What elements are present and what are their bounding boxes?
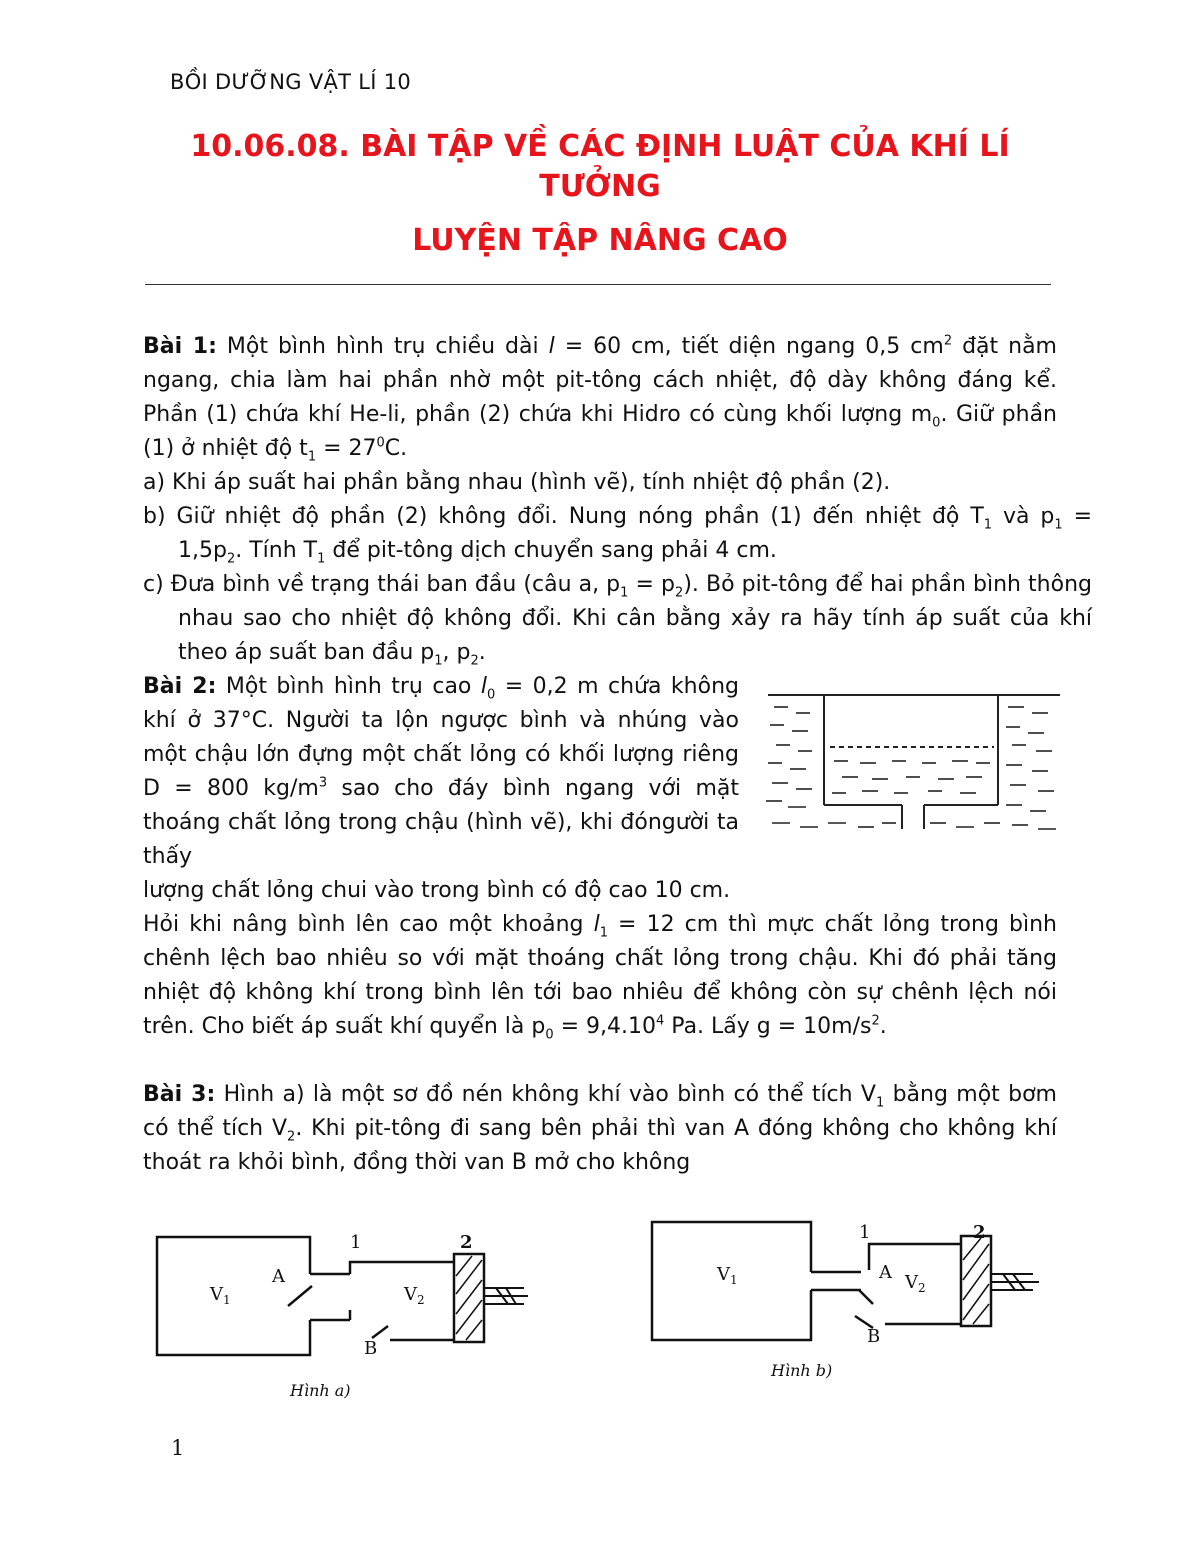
figure-b-valve-a-label: A <box>879 1262 892 1283</box>
page-header: BỒI DƯỠNG VẬT LÍ 10 <box>170 70 412 94</box>
liquid-dashes <box>766 707 1056 829</box>
bai2-liquid-height: lượng chất lỏng chui vào trong bình có độ cao 10 cm. <box>143 878 731 903</box>
figure-b-piston <box>961 1236 1039 1326</box>
title-line-1: 10.06.08. BÀI TẬP VỀ CÁC ĐỊNH LUẬT CỦA KHÍ LÍ <box>190 129 1010 164</box>
figure-b-caption: Hình b) <box>771 1361 833 1380</box>
bai1-part-a: a) Khi áp suất hai phần bằng nhau (hình vẽ), tính nhiệt độ phần (2). <box>143 470 891 495</box>
figure-a-piston <box>454 1254 528 1342</box>
figure-a-caption: Hình a) <box>290 1381 351 1400</box>
page-number: 1 <box>171 1436 185 1460</box>
bai3-text: Bài 3: Hình a) là một sơ đồ nén không khí vào bình có thể tích $V_1$ bằng một bơm có thể tích $V_2$. Khi pit-tông đi sang bên phải thì van A đóng không cho không khí thoát ra khỏi bình, đồng thời van B mở cho không <box>143 1082 1058 1175</box>
title-line-2: TƯỞNG <box>539 169 661 204</box>
title-divider <box>145 284 1051 285</box>
cylinder-walls <box>768 695 1060 829</box>
figure-a-v2-label: $V_2$ <box>404 1284 425 1307</box>
figure-a-valve-a-label: A <box>272 1266 285 1287</box>
inverted-cylinder-figure <box>762 683 1064 835</box>
figure-b-v1-label: $V_1$ <box>717 1264 738 1287</box>
bai1-part-b: b) Giữ nhiệt độ phần (2) không đổi. Nung nóng phần (1) đến nhiệt độ $T_1$ và $p_1 = 1,5p_2$. Tính $T_1$ để pit-tông dịch chuyển sang phải 4 cm. <box>143 504 1093 567</box>
figure-b-pump-diagram <box>645 1216 1045 1386</box>
figure-a-label-1: 1 <box>350 1232 362 1253</box>
bai1-part-c: c) Đưa bình về trạng thái ban đầu (câu a, $p_1 = p_2$). Bỏ pit-tông để hai phần bình thông nhau sao cho nhiệt độ không đổi. Khi cân bằng xảy ra hãy tính áp suất của khí theo áp suất ban đầu $p_1$, $p_2$. <box>143 572 1092 669</box>
bai1-intro: Bài 1: Một bình hình trụ chiều dài l = 60 cm, tiết diện ngang 0,5 $cm^2$ đặt nằm ngang, chia làm hai phần nhờ một pit-tông cách nhiệt, độ dày không đáng kể. Phần (1) chứa khí He-li, phần (2) chứa khi Hidro có cùng khối lượng $m_0$. Giữ phần (1) ở nhiệt độ $t_1 = 27^0C$. <box>143 333 1057 465</box>
title-line-3: LUYỆN TẬP NÂNG CAO <box>412 223 788 258</box>
figure-b-label-1: 1 <box>859 1222 871 1243</box>
figure-a-pump-diagram <box>150 1230 530 1412</box>
bai2-intro: Bài 2: Một bình hình trụ cao $l_0 = 0,2$ m chứa không khí ở 37°C. Người ta lộn ngược bình và nhúng vào một chậu lớn đựng một chất lỏng có khối lượng riêng D = 800 $kg/m^3$ sao cho đáy bình ngang với mặt thoáng chất lỏng trong chậu (hình vẽ), khi đóngười ta thấy <box>143 674 739 869</box>
bai2-question: Hỏi khi nâng bình lên cao một khoảng $l_1 = 12$ cm thì mực chất lỏng trong bình chênh lệch bao nhiêu so với mặt thoáng chất lỏng trong chậu. Khi đó phải tăng nhiệt độ không khí trong bình lên tới bao nhiêu để không còn sự chênh lệch nói trên. Cho biết áp suất khí quyển là $p_0 = 9,4.10^4$ Pa. Lấy $g = 10m/s^2$. <box>143 912 1057 1043</box>
figure-b-label-2: 2 <box>973 1222 986 1243</box>
figure-a-valve-b-label: B <box>364 1338 378 1359</box>
figure-b-valve-b-label: B <box>867 1326 881 1347</box>
figure-b-v2-label: $V_2$ <box>905 1272 926 1295</box>
figure-a-v1-label: $V_1$ <box>210 1284 231 1307</box>
figure-a-label-2: 2 <box>460 1232 473 1253</box>
